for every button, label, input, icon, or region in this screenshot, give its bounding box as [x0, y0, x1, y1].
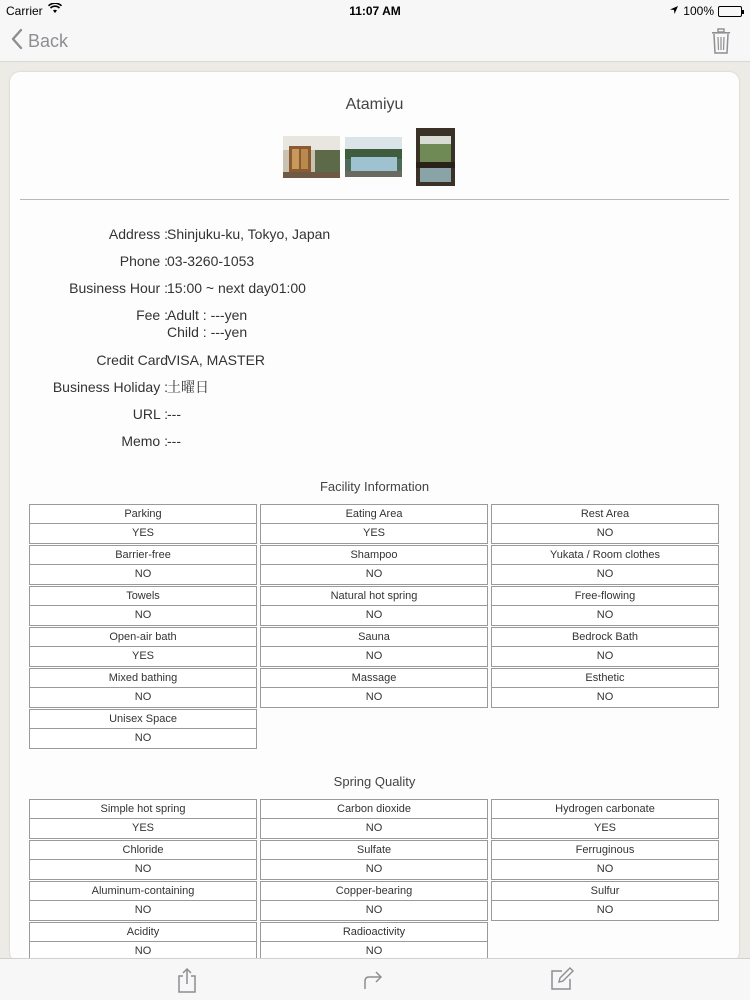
facility-cell-free-flowing: [491, 586, 719, 626]
fee-label: Fee :: [136, 307, 168, 323]
facility-cell-rest-area: [491, 504, 719, 544]
back-label: Back: [28, 31, 69, 51]
facility-value: NO: [260, 606, 488, 626]
facility-value: NO: [491, 688, 719, 708]
facility-value: NO: [491, 606, 719, 626]
facility-name: Bedrock Bath: [491, 627, 719, 647]
photo-thumbnail[interactable]: [283, 136, 340, 183]
spring-cell-sulfate: [260, 840, 488, 880]
spring-value: NO: [260, 901, 488, 921]
spring-value: NO: [491, 860, 719, 880]
facility-cell-towels: [29, 586, 257, 626]
facility-name: Barrier-free: [29, 545, 257, 565]
facility-name: Towels: [29, 586, 257, 606]
url-label: URL :: [132, 406, 168, 422]
facility-name: Parking: [29, 504, 257, 524]
bottom-toolbar: [0, 958, 750, 1000]
spring-value: NO: [491, 901, 719, 921]
facility-cell-bedrock-bath: [491, 627, 719, 667]
facility-name: Eating Area: [260, 504, 488, 524]
facility-value: NO: [29, 606, 257, 626]
spring-cell-acidity: [29, 922, 257, 962]
fee-adult-value: Adult : ---yen: [167, 307, 248, 323]
spring-cell-ferruginous: [491, 840, 719, 880]
spring-name: Hydrogen carbonate: [491, 799, 719, 819]
facility-value: YES: [29, 524, 257, 544]
spring-name: Aluminum-containing: [29, 881, 257, 901]
facility-cell-sauna: [260, 627, 488, 667]
facility-name: Massage: [260, 668, 488, 688]
facility-name: Esthetic: [491, 668, 719, 688]
facility-cell-open-air-bath: [29, 627, 257, 667]
photo-thumbnail[interactable]: [345, 137, 402, 182]
business-holiday-label: Business Holiday :: [52, 379, 168, 395]
business-hour-value: 15:00 ~ next day01:00: [167, 280, 306, 296]
facility-cell-yukata-room-clothes: [491, 545, 719, 585]
spring-name: Sulfate: [260, 840, 488, 860]
forward-button[interactable]: [362, 969, 386, 996]
facility-cell-massage: [260, 668, 488, 708]
spring-section-title: Spring Quality: [333, 774, 416, 789]
facility-value: NO: [491, 647, 719, 667]
forward-icon: [362, 978, 386, 995]
phone-value[interactable]: 03-3260-1053: [167, 253, 255, 269]
business-holiday-value: 土曜日: [167, 379, 209, 395]
business-hour-label: Business Hour :: [69, 280, 168, 296]
spring-value: NO: [29, 860, 257, 880]
detail-card: [10, 72, 739, 962]
phone-label: Phone :: [119, 253, 168, 269]
spring-cell-sulfur: [491, 881, 719, 921]
credit-card-value: VISA, MASTER: [167, 352, 266, 368]
spring-name: Copper-bearing: [260, 881, 488, 901]
status-bar: [0, 0, 750, 22]
spring-cell-chloride: [29, 840, 257, 880]
facility-value: NO: [29, 565, 257, 585]
facility-name: Free-flowing: [491, 586, 719, 606]
spring-name: Carbon dioxide: [260, 799, 488, 819]
share-icon: [176, 980, 198, 997]
facility-cell-esthetic: [491, 668, 719, 708]
spring-value: YES: [29, 819, 257, 839]
spring-name: Chloride: [29, 840, 257, 860]
clock: 11:07 AM: [349, 4, 401, 18]
chevron-left-icon: [10, 28, 24, 55]
facility-value: NO: [260, 565, 488, 585]
facility-cell-shampoo: [260, 545, 488, 585]
memo-value: ---: [167, 433, 181, 449]
carrier-label: Carrier: [6, 4, 43, 18]
trash-icon: [710, 41, 732, 58]
compose-button[interactable]: [550, 967, 574, 996]
facility-value: YES: [29, 647, 257, 667]
url-value[interactable]: ---: [167, 406, 181, 422]
facility-name: Open-air bath: [29, 627, 257, 647]
spring-cell-simple-hot-spring: [29, 799, 257, 839]
facility-section-title: Facility Information: [319, 479, 430, 494]
facility-cell-barrier-free: [29, 545, 257, 585]
compose-icon: [550, 978, 574, 995]
spring-cell-hydrogen-carbonate: [491, 799, 719, 839]
facility-name: Yukata / Room clothes: [491, 545, 719, 565]
facility-name: Shampoo: [260, 545, 488, 565]
facility-value: NO: [29, 688, 257, 708]
spring-cell-copper-bearing: [260, 881, 488, 921]
facility-value: NO: [491, 565, 719, 585]
delete-button[interactable]: [710, 28, 732, 59]
navigation-bar: [0, 22, 750, 62]
divider: [20, 199, 729, 200]
spring-value: NO: [29, 942, 257, 962]
facility-value: YES: [260, 524, 488, 544]
facility-cell-natural-hot-spring: [260, 586, 488, 626]
facility-value: NO: [260, 688, 488, 708]
spring-cell-radioactivity: [260, 922, 488, 962]
spring-name: Acidity: [29, 922, 257, 942]
credit-card-label: Credit Card: [96, 352, 168, 368]
facility-name: Mixed bathing: [29, 668, 257, 688]
address-value: Shinjuku-ku, Tokyo, Japan: [167, 226, 331, 242]
spring-name: Ferruginous: [491, 840, 719, 860]
spring-name: Sulfur: [491, 881, 719, 901]
back-button[interactable]: [10, 28, 68, 55]
spring-value: NO: [29, 901, 257, 921]
facility-name: Unisex Space: [29, 709, 257, 729]
spring-cell-aluminum-containing: [29, 881, 257, 921]
spring-name: Simple hot spring: [29, 799, 257, 819]
memo-label: Memo :: [121, 433, 168, 449]
battery-icon: [718, 6, 742, 17]
photo-thumbnail[interactable]: [416, 128, 455, 191]
facility-value: NO: [29, 729, 257, 749]
address-label: Address :: [108, 226, 168, 242]
facility-cell-eating-area: [260, 504, 488, 544]
battery-percent: 100%: [683, 4, 714, 18]
facility-name: Natural hot spring: [260, 586, 488, 606]
share-button[interactable]: [176, 967, 198, 998]
facility-name: Sauna: [260, 627, 488, 647]
facility-cell-mixed-bathing: [29, 668, 257, 708]
facility-value: NO: [260, 647, 488, 667]
spring-value: YES: [491, 819, 719, 839]
spring-cell-carbon-dioxide: [260, 799, 488, 839]
fee-child-value: Child : ---yen: [167, 324, 248, 340]
spring-name: Radioactivity: [260, 922, 488, 942]
facility-value: NO: [491, 524, 719, 544]
spring-value: NO: [260, 860, 488, 880]
facility-cell-parking: [29, 504, 257, 544]
place-title: Atamiyu: [345, 96, 404, 113]
facility-name: Rest Area: [491, 504, 719, 524]
facility-cell-unisex-space: [29, 709, 257, 749]
spring-value: NO: [260, 942, 488, 962]
location-arrow-icon: [669, 4, 679, 18]
spring-value: NO: [260, 819, 488, 839]
